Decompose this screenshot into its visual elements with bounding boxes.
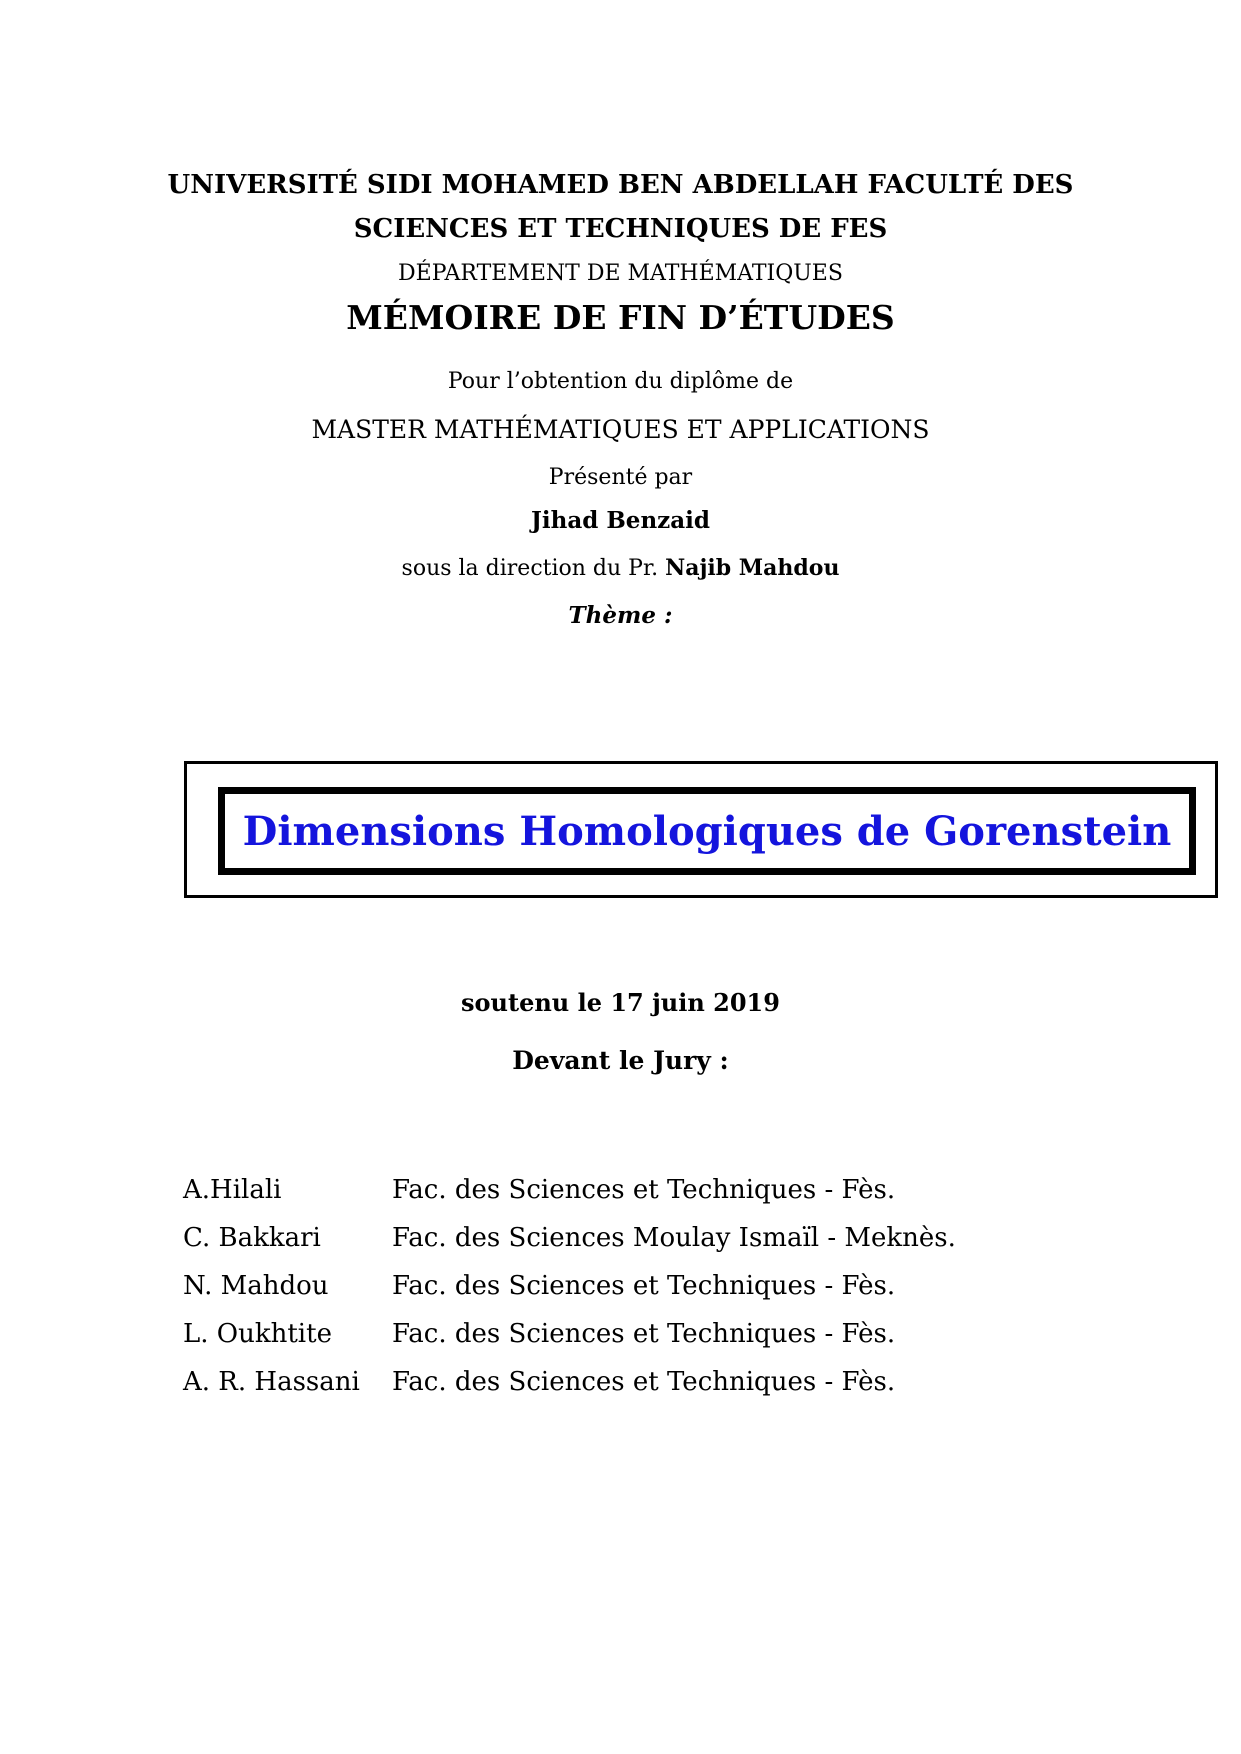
jury-member-affiliation: Fac. des Sciences et Techniques - Fès. (392, 1319, 896, 1349)
jury-member-name: L. Oukhtite (183, 1319, 332, 1349)
author-name: Jihad Benzaid (531, 507, 710, 534)
jury-heading: Devant le Jury : (512, 1046, 729, 1075)
jury-row (183, 1214, 956, 1262)
presented-by-label: Présenté par (548, 465, 693, 490)
memoir-heading: MÉMOIRE DE FIN D’ÉTUDES (346, 298, 895, 337)
thesis-title: Dimensions Homologiques de Gorenstein (242, 807, 1172, 855)
title-box-outer-frame (184, 761, 1218, 898)
supervisor-name: Najib Mahdou (665, 555, 840, 581)
degree-program: MASTER MATHÉMATIQUES ET APPLICATIONS (311, 415, 930, 444)
defense-date: soutenu le 17 juin 2019 (461, 988, 780, 1017)
jury-member-affiliation: Fac. des Sciences et Techniques - Fès. (392, 1367, 896, 1397)
jury-member-name: N. Mahdou (183, 1271, 329, 1301)
university-name-line1: UNIVERSITÉ SIDI MOHAMED BEN ABDELLAH FACULTÉ DES (167, 170, 1074, 200)
theme-label: Thème : (568, 602, 673, 629)
jury-member-affiliation: Fac. des Sciences Moulay Ismaïl - Meknès. (392, 1223, 956, 1253)
jury-list (183, 1166, 956, 1406)
department-name: DÉPARTEMENT DE MATHÉMATIQUES (398, 261, 843, 286)
jury-row (183, 1262, 956, 1310)
jury-member-name: A. R. Hassani (183, 1367, 360, 1397)
jury-row (183, 1310, 956, 1358)
title-box-inner-frame (218, 787, 1196, 875)
jury-member-affiliation: Fac. des Sciences et Techniques - Fès. (392, 1175, 896, 1205)
jury-member-name: C. Bakkari (183, 1223, 321, 1253)
supervision-prefix: sous la direction du Pr. (401, 556, 659, 581)
university-name-line2: SCIENCES ET TECHNIQUES DE FES (353, 214, 888, 244)
purpose-line: Pour l’obtention du diplôme de (447, 369, 794, 394)
supervision-line (0, 555, 1241, 581)
jury-member-name: A.Hilali (183, 1175, 282, 1205)
jury-row (183, 1358, 956, 1406)
jury-member-affiliation: Fac. des Sciences et Techniques - Fès. (392, 1271, 896, 1301)
jury-row (183, 1166, 956, 1214)
